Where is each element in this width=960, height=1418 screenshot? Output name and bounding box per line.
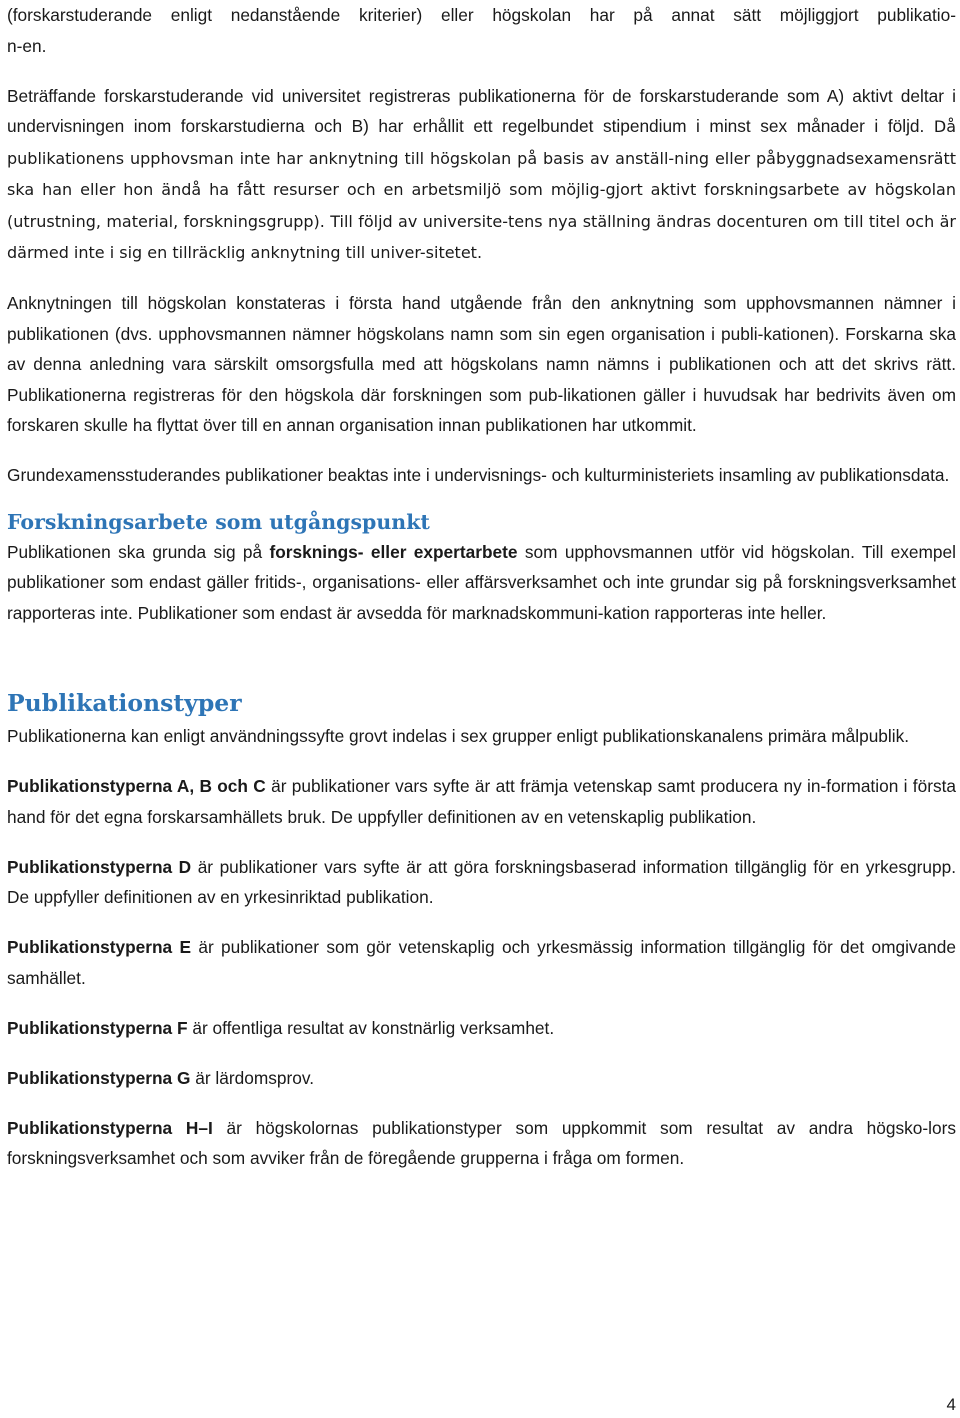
type-e-label: Publikationstyperna E [7, 937, 192, 957]
research-basis-bold: forsknings- eller expertarbete [269, 541, 518, 562]
type-f-item [7, 1013, 956, 1044]
type-hi-label: Publikationstyperna H–I [7, 1117, 213, 1138]
type-abc-label: Publikationstyperna A, B och C [7, 776, 266, 796]
paragraph-undergraduate: Grundexamensstuderandes publikationer beaktas inte i undervisnings- och kulturministeriets insamling av publikationsdata. [7, 465, 950, 485]
type-e-item [7, 932, 956, 993]
heading-publication-types: Publikationstyper [7, 689, 242, 717]
research-basis-post: som upphovsmannen utför vid högskolan. Till exempel publikationer som endast gäller fritids-, organisations- eller affärsverksamhet och inte grundar sig på forskningsverksamhet rapporteras inte. Publikationer som endast är avsedda för marknadskommuni-kation rapporteras inte heller. [7, 541, 956, 623]
type-e-text: är publikationer som gör vetenskaplig och yrkesmässig information tillgänglig för det omgivande samhället. [7, 937, 956, 988]
type-g-label: Publikationstyperna G [7, 1067, 191, 1088]
heading-research-basis: Forskningsarbete som utgångspunkt [7, 509, 430, 534]
paragraph-affiliation: Anknytningen till högskolan konstateras i första hand utgående från den anknytning som upphovsmannen nämner i publikationen (dvs. upphovsmannen nämner högskolans namn som sin egen organisation i publi-kationen). Forskarna ska av denna anledning vara särskilt omsorgsfulla med att högskolans namn nämns i publikationen och att det skrivs rätt. Publikationerna registreras för den högskola där forskningen som pub-likationen gäller i huvudsak har bedrivits även om forskaren skulle ha flyttat över till en annan organisation innan publikationen har utkommit. [7, 293, 956, 435]
paragraph-publication-types-intro: Publikationerna kan enligt användningssyfte grovt indelas i sex grupper enligt publikationskanalens primära målpublik. [7, 726, 910, 746]
type-g-text: är lärdomsprov. [190, 1067, 314, 1088]
paragraph-doctoral-students-part2: Då publikationens upphovsman inte har anknytning till högskolan på basis av anställ-ning eller påbyggnadsexamensrätt ska han eller hon ändå ha fått resurser och en arbetsmiljö som möjlig-gjort aktivt forskningsarbete av högskolan (utrustning, material, forskningsgrupp). Till följd av universite-tens nya ställning ändras docenturen om till titel och är därmed inte i sig en tillräcklig anknytning till univer-sitetet. [7, 117, 956, 262]
type-hi-item [7, 1113, 956, 1174]
paragraph-doctoral-students [7, 81, 956, 269]
paragraph-continuation [7, 0, 956, 61]
type-f-label: Publikationstyperna F [7, 1017, 188, 1038]
type-d-item [7, 852, 956, 913]
type-hi-text: är högskolornas publikationstyper som uppkommit som resultat av andra högsko-lors forskningsverksamhet och som avviker från de föregående grupperna i fråga om formen. [7, 1117, 956, 1168]
paragraph-research-basis [7, 537, 956, 629]
type-d-text: är publikationer vars syfte är att göra forskningsbaserad information tillgänglig för en yrkesgrupp. De uppfyller definitionen av en yrkesinriktad publikation. [7, 856, 956, 907]
type-d-label: Publikationstyperna D [7, 856, 192, 877]
continuation-line-1: (forskarstuderande enligt nedanstående kriterier) eller högskolan har på annat sätt möjliggjort publikatio- [7, 5, 956, 25]
paragraph-doctoral-students-part1: Beträffande forskarstuderande vid universitet registreras publikationerna för de forskarstuderande som A) aktivt deltar i undervisningen inom forskarstudierna och B) har erhållit ett regelbundet stipendium i minst sex månader i följd. [7, 85, 956, 136]
type-abc-item [7, 771, 956, 832]
type-abc-text: är publikationer vars syfte är att främja vetenskap samt producera ny in-formation i första hand för det egna forskarsamhällets bruk. De uppfyller definitionen av en vetenskaplig publikation. [7, 776, 957, 827]
document-page [7, 0, 956, 1174]
page-number: 4 [946, 1395, 956, 1414]
research-basis-pre: Publikationen ska grunda sig på [7, 541, 270, 562]
continuation-line-2: n-en. [7, 35, 47, 56]
type-g-item [7, 1063, 956, 1094]
type-f-text: är offentliga resultat av konstnärlig verksamhet. [187, 1017, 555, 1038]
